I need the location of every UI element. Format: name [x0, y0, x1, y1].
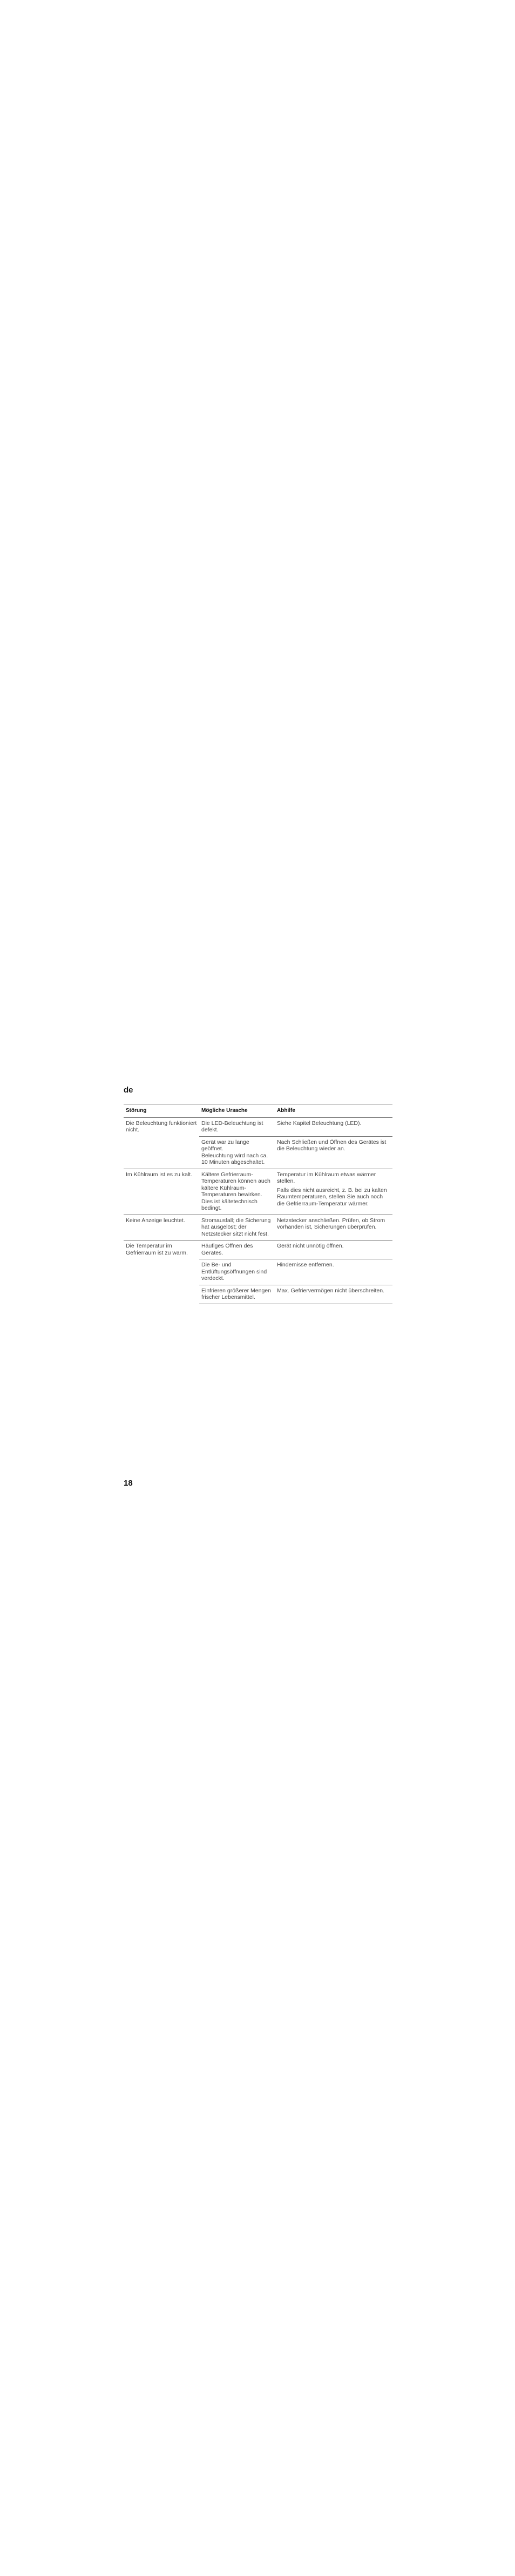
fix-cell — [275, 1259, 392, 1285]
cause-cell: Kältere Gefrierraum-Temperaturen können auch kältere Kühlraum-Temperaturen bewirken. Dies ist kältetechnisch bedingt. — [199, 1169, 275, 1215]
table-row — [124, 1117, 392, 1136]
fault-cell: Keine Anzeige leuchtet. — [124, 1215, 199, 1240]
fix-paragraph: Hindernisse entfernen. — [277, 1262, 334, 1268]
cause-cell: Häufiges Öffnen des Gerätes. — [199, 1240, 275, 1259]
fix-cell — [275, 1285, 392, 1304]
fix-paragraph: Siehe Kapitel Beleuchtung (LED). — [277, 1120, 362, 1127]
fix-paragraph: Temperatur im Kühlraum etwas wärmer stellen. — [277, 1171, 376, 1184]
fix-cell — [275, 1117, 392, 1136]
fix-paragraph: Max. Gefriervermögen nicht überschreiten. — [277, 1287, 385, 1294]
cause-cell: Die Be- und Entlüftungsöffnungen sind verdeckt. — [199, 1259, 275, 1285]
fix-paragraph: Nach Schließen und Öffnen des Gerätes ist die Beleuchtung wieder an. — [277, 1138, 387, 1152]
cause-cell: Stromausfall; die Sicherung hat ausgelöst; der Netzstecker sitzt nicht fest. — [199, 1215, 275, 1240]
header-cause: Mögliche Ursache — [201, 1108, 248, 1114]
fix-paragraph: Gerät nicht unnötig öffnen. — [277, 1243, 344, 1249]
fix-cell — [275, 1215, 392, 1240]
fix-paragraph: Falls dies nicht ausreicht, z. B. bei zu kalten Raumtemperaturen, stellen Sie auch noch die Gefrierraum-Temperatur wärmer. — [277, 1186, 387, 1207]
table-row — [124, 1215, 392, 1240]
fix-paragraph: Netzstecker anschließen. Prüfen, ob Strom vorhanden ist, Sicherungen überprüfen. — [277, 1217, 385, 1230]
fault-cell: Die Temperatur im Gefrierraum ist zu warm. — [124, 1240, 199, 1304]
table-row — [124, 1169, 392, 1215]
page-number: 18 — [124, 1479, 133, 1488]
troubleshooting-table — [124, 1104, 392, 1304]
fault-cell: Die Beleuchtung funktioniert nicht. — [124, 1117, 199, 1169]
fix-cell — [275, 1169, 392, 1215]
fix-cell — [275, 1240, 392, 1259]
table-row — [124, 1240, 392, 1259]
language-code: de — [124, 1085, 133, 1095]
cause-cell: Die LED-Beleuchtung ist defekt. — [199, 1117, 275, 1136]
fault-cell: Im Kühlraum ist es zu kalt. — [124, 1169, 199, 1215]
fix-cell — [275, 1136, 392, 1169]
header-fault: Störung — [126, 1108, 147, 1114]
table-header-row — [124, 1104, 392, 1118]
cause-cell: Einfrieren größerer Mengen frischer Lebensmittel. — [199, 1285, 275, 1304]
cause-cell: Gerät war zu lange geöffnet. Beleuchtung wird nach ca. 10 Minuten abgeschaltet. — [199, 1136, 275, 1169]
header-fix: Abhilfe — [277, 1108, 295, 1114]
